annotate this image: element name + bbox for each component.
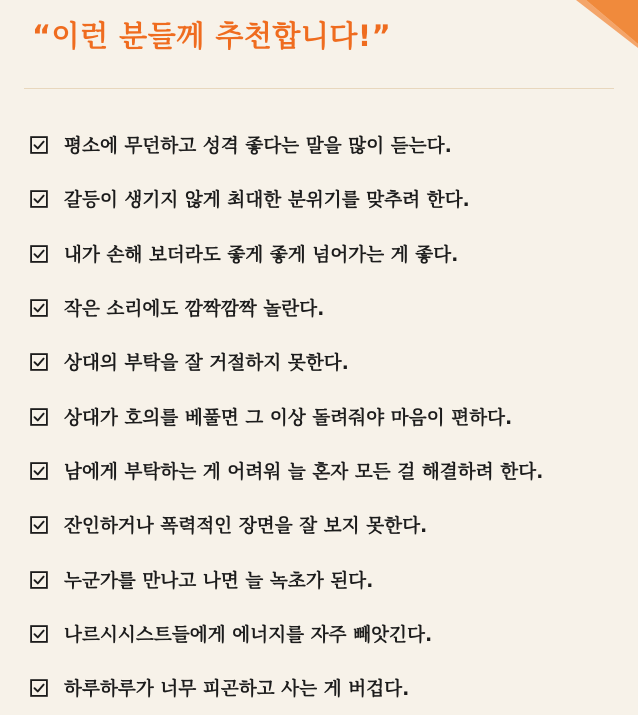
checked-box-icon	[30, 136, 48, 154]
checklist-item	[30, 172, 543, 226]
checklist-item-text: 갈등이 생기지 않게 최대한 분위기를 맞추려 한다.	[64, 190, 470, 212]
checklist-item-text: 작은 소리에도 깜짝깜짝 놀란다.	[64, 299, 325, 321]
checklist-item	[30, 281, 543, 335]
checklist-item	[30, 444, 543, 498]
checked-box-icon	[30, 245, 48, 263]
checklist-item	[30, 661, 543, 715]
divider	[24, 88, 614, 89]
checked-box-icon	[30, 679, 48, 697]
checked-box-icon	[30, 462, 48, 480]
checked-box-icon	[30, 353, 48, 371]
page-corner-fold-icon	[576, 0, 638, 48]
checklist-item-text: 잔인하거나 폭력적인 장면을 잘 보지 못한다.	[64, 516, 428, 538]
checked-box-icon	[30, 571, 48, 589]
checked-box-icon	[30, 516, 48, 534]
checked-box-icon	[30, 190, 48, 208]
checklist-item	[30, 227, 543, 281]
checklist-item	[30, 607, 543, 661]
checklist-item-text: 누군가를 만나고 나면 늘 녹초가 된다.	[64, 570, 374, 592]
checklist-item	[30, 118, 543, 172]
checklist-item-text: 평소에 무던하고 성격 좋다는 말을 많이 듣는다.	[64, 136, 452, 158]
checklist-item-text: 하루하루가 너무 피곤하고 사는 게 버겁다.	[64, 679, 410, 701]
checked-box-icon	[30, 625, 48, 643]
checklist	[30, 118, 543, 715]
checked-box-icon	[30, 408, 48, 426]
checked-box-icon	[30, 299, 48, 317]
checklist-item-text: 남에게 부탁하는 게 어려워 늘 혼자 모든 걸 해결하려 한다.	[64, 461, 544, 483]
checklist-item-text: 내가 손해 보더라도 좋게 좋게 넘어가는 게 좋다.	[64, 244, 459, 266]
checklist-item	[30, 498, 543, 552]
checklist-item-text: 상대가 호의를 베풀면 그 이상 돌려줘야 마음이 편하다.	[64, 407, 513, 429]
checklist-item	[30, 552, 543, 606]
checklist-item-text: 상대의 부탁을 잘 거절하지 못한다.	[64, 353, 349, 375]
checklist-item-text: 나르시시스트들에게 에너지를 자주 빼앗긴다.	[64, 624, 433, 646]
checklist-item	[30, 335, 543, 389]
headline: “이런 분들께 추천합니다!”	[32, 19, 392, 53]
checklist-item	[30, 389, 543, 443]
